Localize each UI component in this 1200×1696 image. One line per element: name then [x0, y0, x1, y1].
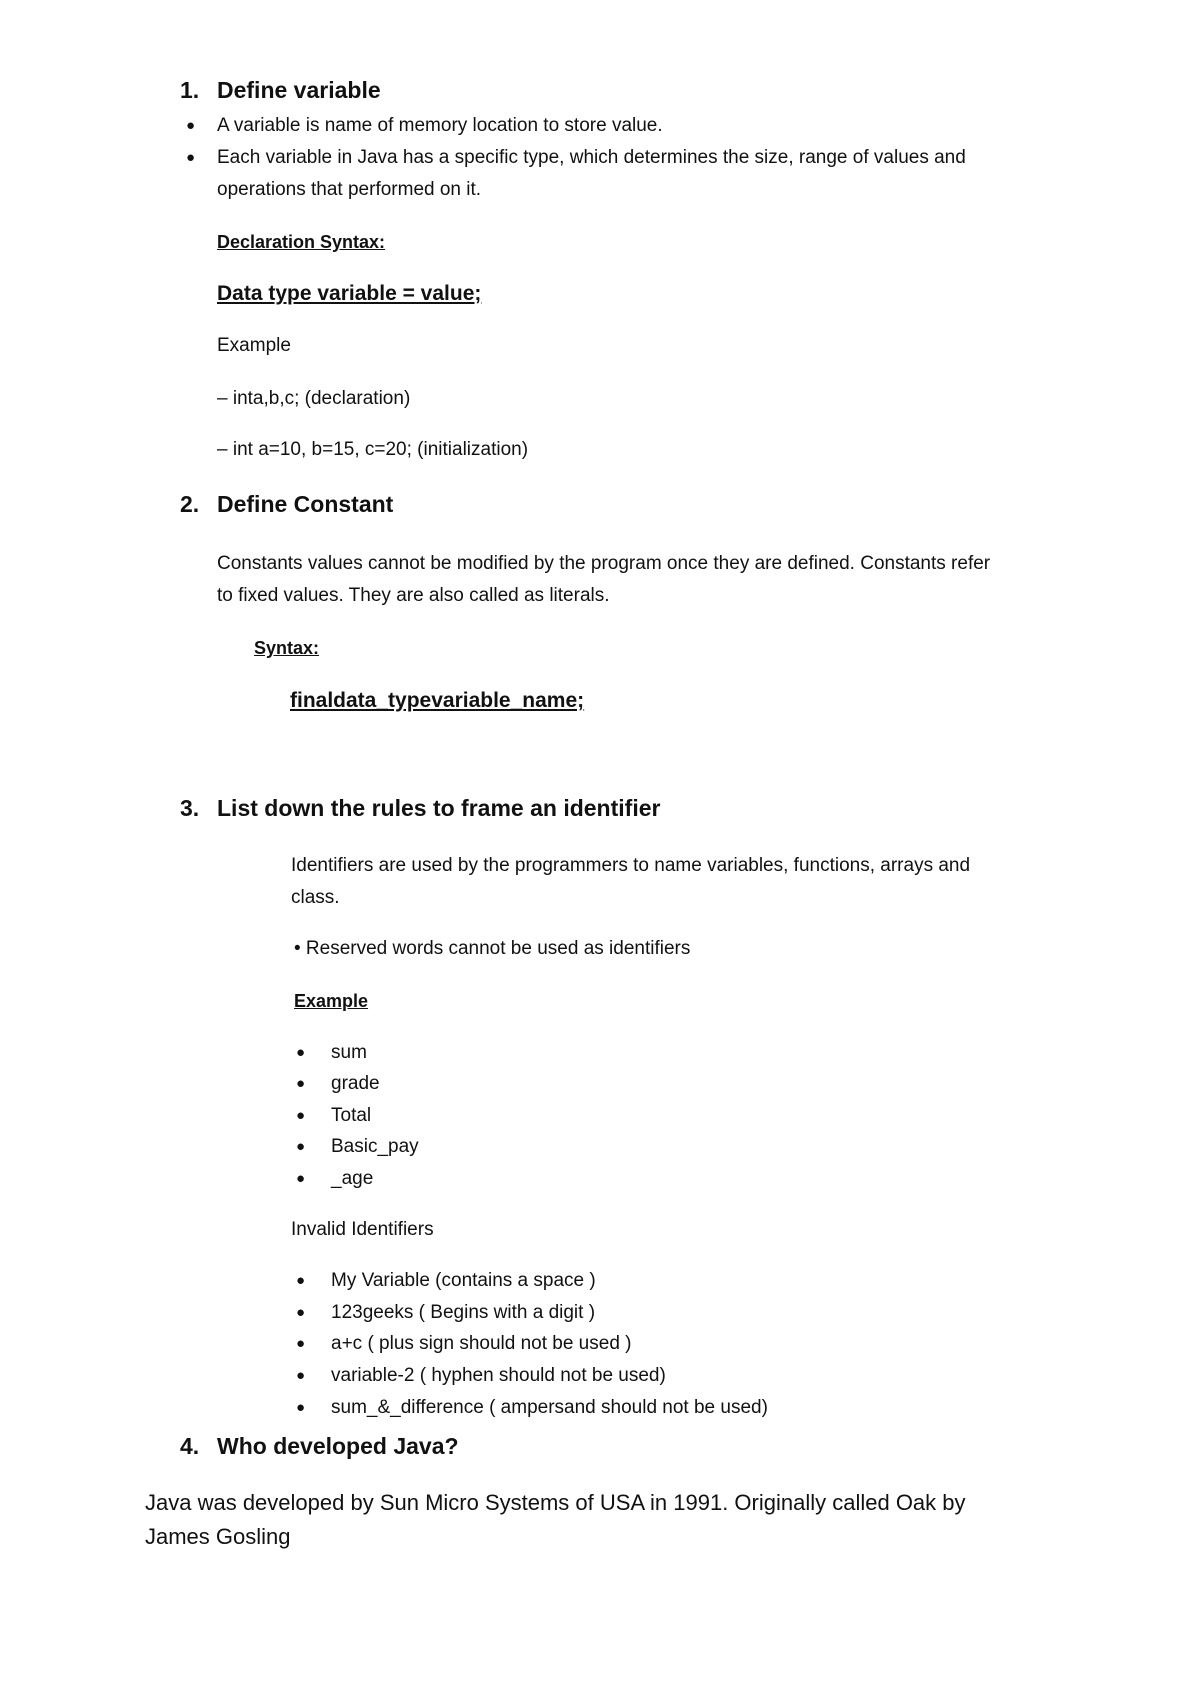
valid-identifier: sum — [331, 1042, 367, 1063]
bullet-dot: ● — [186, 149, 196, 166]
section-title: Who developed Java? — [217, 1433, 459, 1459]
paragraph-line: to fixed values. They are also called as literals. — [217, 585, 610, 606]
section-1-heading — [180, 76, 381, 104]
declaration-syntax: Data type variable = value; — [217, 282, 482, 305]
section-number: 3. — [180, 795, 200, 821]
example-line: – inta,b,c; (declaration) — [217, 388, 411, 409]
bullet-dot: ● — [296, 1272, 306, 1289]
invalid-label: Invalid Identifiers — [291, 1219, 434, 1240]
constant-syntax: finaldata_typevariable_name; — [290, 689, 585, 712]
invalid-identifier: 123geeks ( Begins with a digit ) — [331, 1302, 596, 1323]
section-number: 4. — [180, 1433, 200, 1459]
section-3-heading — [180, 794, 660, 822]
section-2-heading — [180, 490, 393, 518]
bullet-dot: ● — [296, 1335, 306, 1352]
example-label: Example — [217, 335, 291, 356]
bullet-dot: ● — [296, 1304, 306, 1321]
bullet-text-continued: operations that performed on it. — [217, 179, 482, 200]
example-label: Example — [294, 991, 369, 1011]
paragraph-line: class. — [291, 887, 340, 908]
bullet-text: Each variable in Java has a specific type, which determines the size, range of values and — [217, 147, 966, 168]
invalid-identifier: a+c ( plus sign should not be used ) — [331, 1333, 632, 1354]
bullet-dot: ● — [186, 117, 196, 134]
section-number: 1. — [180, 77, 200, 103]
syntax-label: Syntax: — [254, 638, 320, 658]
bullet-dot: ● — [296, 1367, 306, 1384]
section-4-heading — [180, 1432, 459, 1460]
bullet-dot: ● — [296, 1044, 306, 1061]
bullet-dot: ● — [296, 1107, 306, 1124]
bullet-text: A variable is name of memory location to store value. — [217, 115, 663, 136]
section-title: Define variable — [217, 77, 381, 103]
example-line: – int a=10, b=15, c=20; (initialization) — [217, 439, 529, 460]
valid-identifier: Basic_pay — [331, 1136, 419, 1157]
paragraph-line: Constants values cannot be modified by the program once they are defined. Constants refer — [217, 553, 991, 574]
declaration-syntax-label: Declaration Syntax: — [217, 232, 386, 252]
answer-paragraph: Java was developed by Sun Micro Systems of USA in 1991. Originally called Oak by James Gosling — [145, 1490, 966, 1549]
invalid-identifier: sum_&_difference ( ampersand should not be used) — [331, 1397, 768, 1418]
invalid-identifier: My Variable (contains a space ) — [331, 1270, 596, 1291]
bullet-dot: ● — [296, 1399, 306, 1416]
bullet-dot: ● — [296, 1138, 306, 1155]
valid-identifier: grade — [331, 1073, 380, 1094]
section-number: 2. — [180, 491, 200, 517]
valid-identifier: Total — [331, 1105, 372, 1126]
bullet-dot: ● — [296, 1170, 306, 1187]
valid-identifier: _age — [331, 1168, 374, 1189]
section-title: Define Constant — [217, 491, 394, 517]
section-title: List down the rules to frame an identifier — [217, 795, 661, 821]
invalid-identifier: variable-2 ( hyphen should not be used) — [331, 1365, 666, 1386]
rule-line: • Reserved words cannot be used as identifiers — [294, 938, 691, 959]
bullet-dot: ● — [296, 1075, 306, 1092]
paragraph-line: Identifiers are used by the programmers to name variables, functions, arrays and — [291, 855, 971, 876]
